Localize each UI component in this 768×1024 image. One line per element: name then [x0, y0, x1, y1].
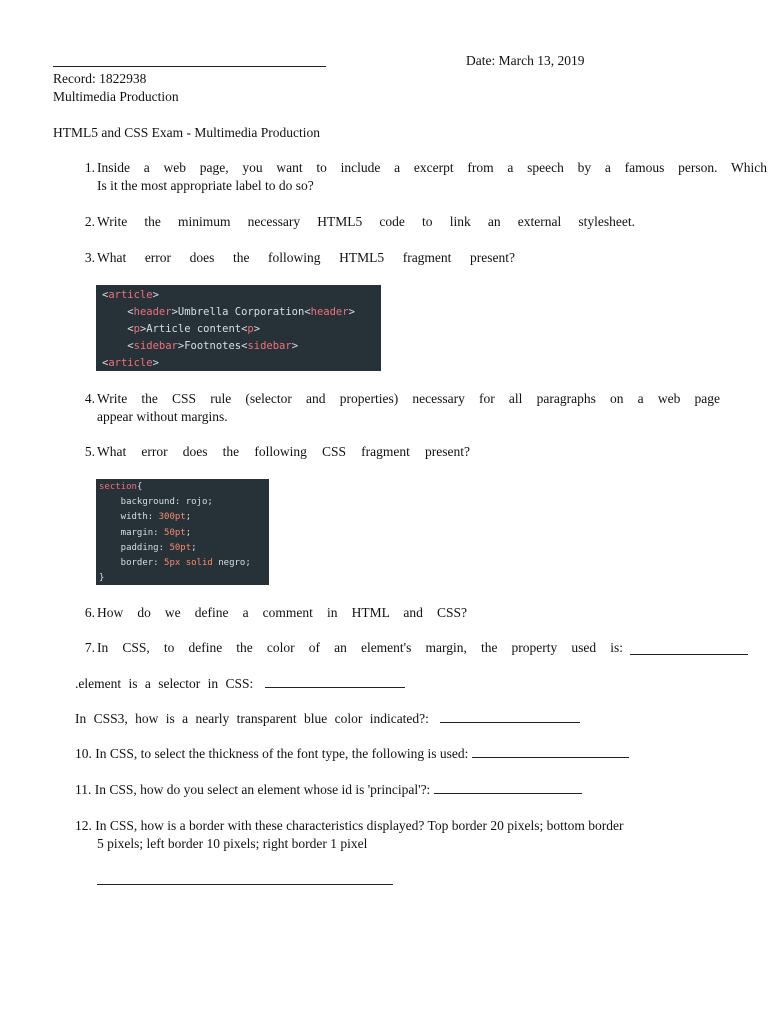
answer-blank[interactable] — [630, 642, 748, 655]
question-text: In CSS, how is a border with these characteristics displayed? Top border 20 pixels; bottom border — [95, 818, 624, 833]
question-text: How do we define a comment in HTML and CSS? — [97, 605, 467, 620]
answer-blank[interactable] — [265, 675, 405, 688]
answer-blank-line[interactable] — [97, 884, 393, 885]
exam-date: Date: March 13, 2019 — [466, 53, 585, 68]
question-text-cont: Is it the most appropriate label to do so? — [97, 178, 314, 193]
question-9 — [75, 710, 580, 728]
question-number: 6. — [84, 605, 95, 620]
question-number: 4. — [84, 391, 95, 406]
question-text: What error does the following CSS fragment present? — [97, 444, 470, 459]
question-12 — [75, 817, 623, 835]
answer-blank[interactable] — [472, 745, 629, 758]
question-number: 12. — [75, 818, 92, 833]
question-5 — [75, 443, 470, 461]
name-blank-line — [53, 66, 326, 67]
question-number: 1. — [84, 160, 95, 175]
question-11 — [75, 781, 582, 799]
question-4 — [75, 390, 720, 426]
answer-blank[interactable] — [440, 710, 580, 723]
exam-title: HTML5 and CSS Exam - Multimedia Production — [53, 125, 320, 140]
question-text: .element is a selector in CSS: — [75, 676, 254, 691]
record-number: Record: 1822938 — [53, 71, 147, 86]
question-text: In CSS, to select the thickness of the font type, the following is used: — [95, 746, 469, 761]
question-text: In CSS3, how is a nearly transparent blue color indicated?: — [75, 711, 429, 726]
question-text: Write the minimum necessary HTML5 code to link an external stylesheet. — [97, 214, 635, 229]
question-text: Inside a web page, you want to include a excerpt from a speech by a famous person. Which — [97, 160, 767, 175]
question-3 — [75, 249, 515, 267]
question-10 — [75, 745, 629, 763]
question-number: 10. — [75, 746, 92, 761]
question-8 — [75, 675, 405, 693]
course-name: Multimedia Production — [53, 89, 179, 104]
css-code-snippet: section{ background: rojo; width: 300pt; margin: 50pt; padding: 50pt; border: 5px solid negro; } — [96, 479, 269, 585]
question-number: 2. — [84, 214, 95, 229]
question-6 — [75, 604, 467, 622]
question-text: In CSS, to define the color of an element's margin, the property used is: — [97, 640, 623, 655]
question-text: What error does the following HTML5 fragment present? — [97, 250, 515, 265]
question-text: In CSS, how do you select an element whose id is 'principal'?: — [94, 782, 431, 797]
question-number: 3. — [84, 250, 95, 265]
question-text: Write the CSS rule (selector and properties) necessary for all paragraphs on a web page — [97, 391, 720, 406]
question-2 — [75, 213, 635, 231]
html-code-snippet: <article> <header>Umbrella Corporation<header> <p>Article content<p> <sidebar>Footnotes<sidebar> <article> — [96, 285, 381, 371]
question-12-cont: 5 pixels; left border 10 pixels; right border 1 pixel — [97, 836, 368, 851]
answer-blank[interactable] — [434, 781, 582, 794]
question-text-cont: appear without margins. — [97, 409, 228, 424]
question-1 — [75, 159, 767, 195]
question-number: 7. — [84, 640, 95, 655]
question-number: 11. — [75, 782, 92, 797]
question-7 — [75, 639, 623, 657]
question-number: 5. — [84, 444, 95, 459]
